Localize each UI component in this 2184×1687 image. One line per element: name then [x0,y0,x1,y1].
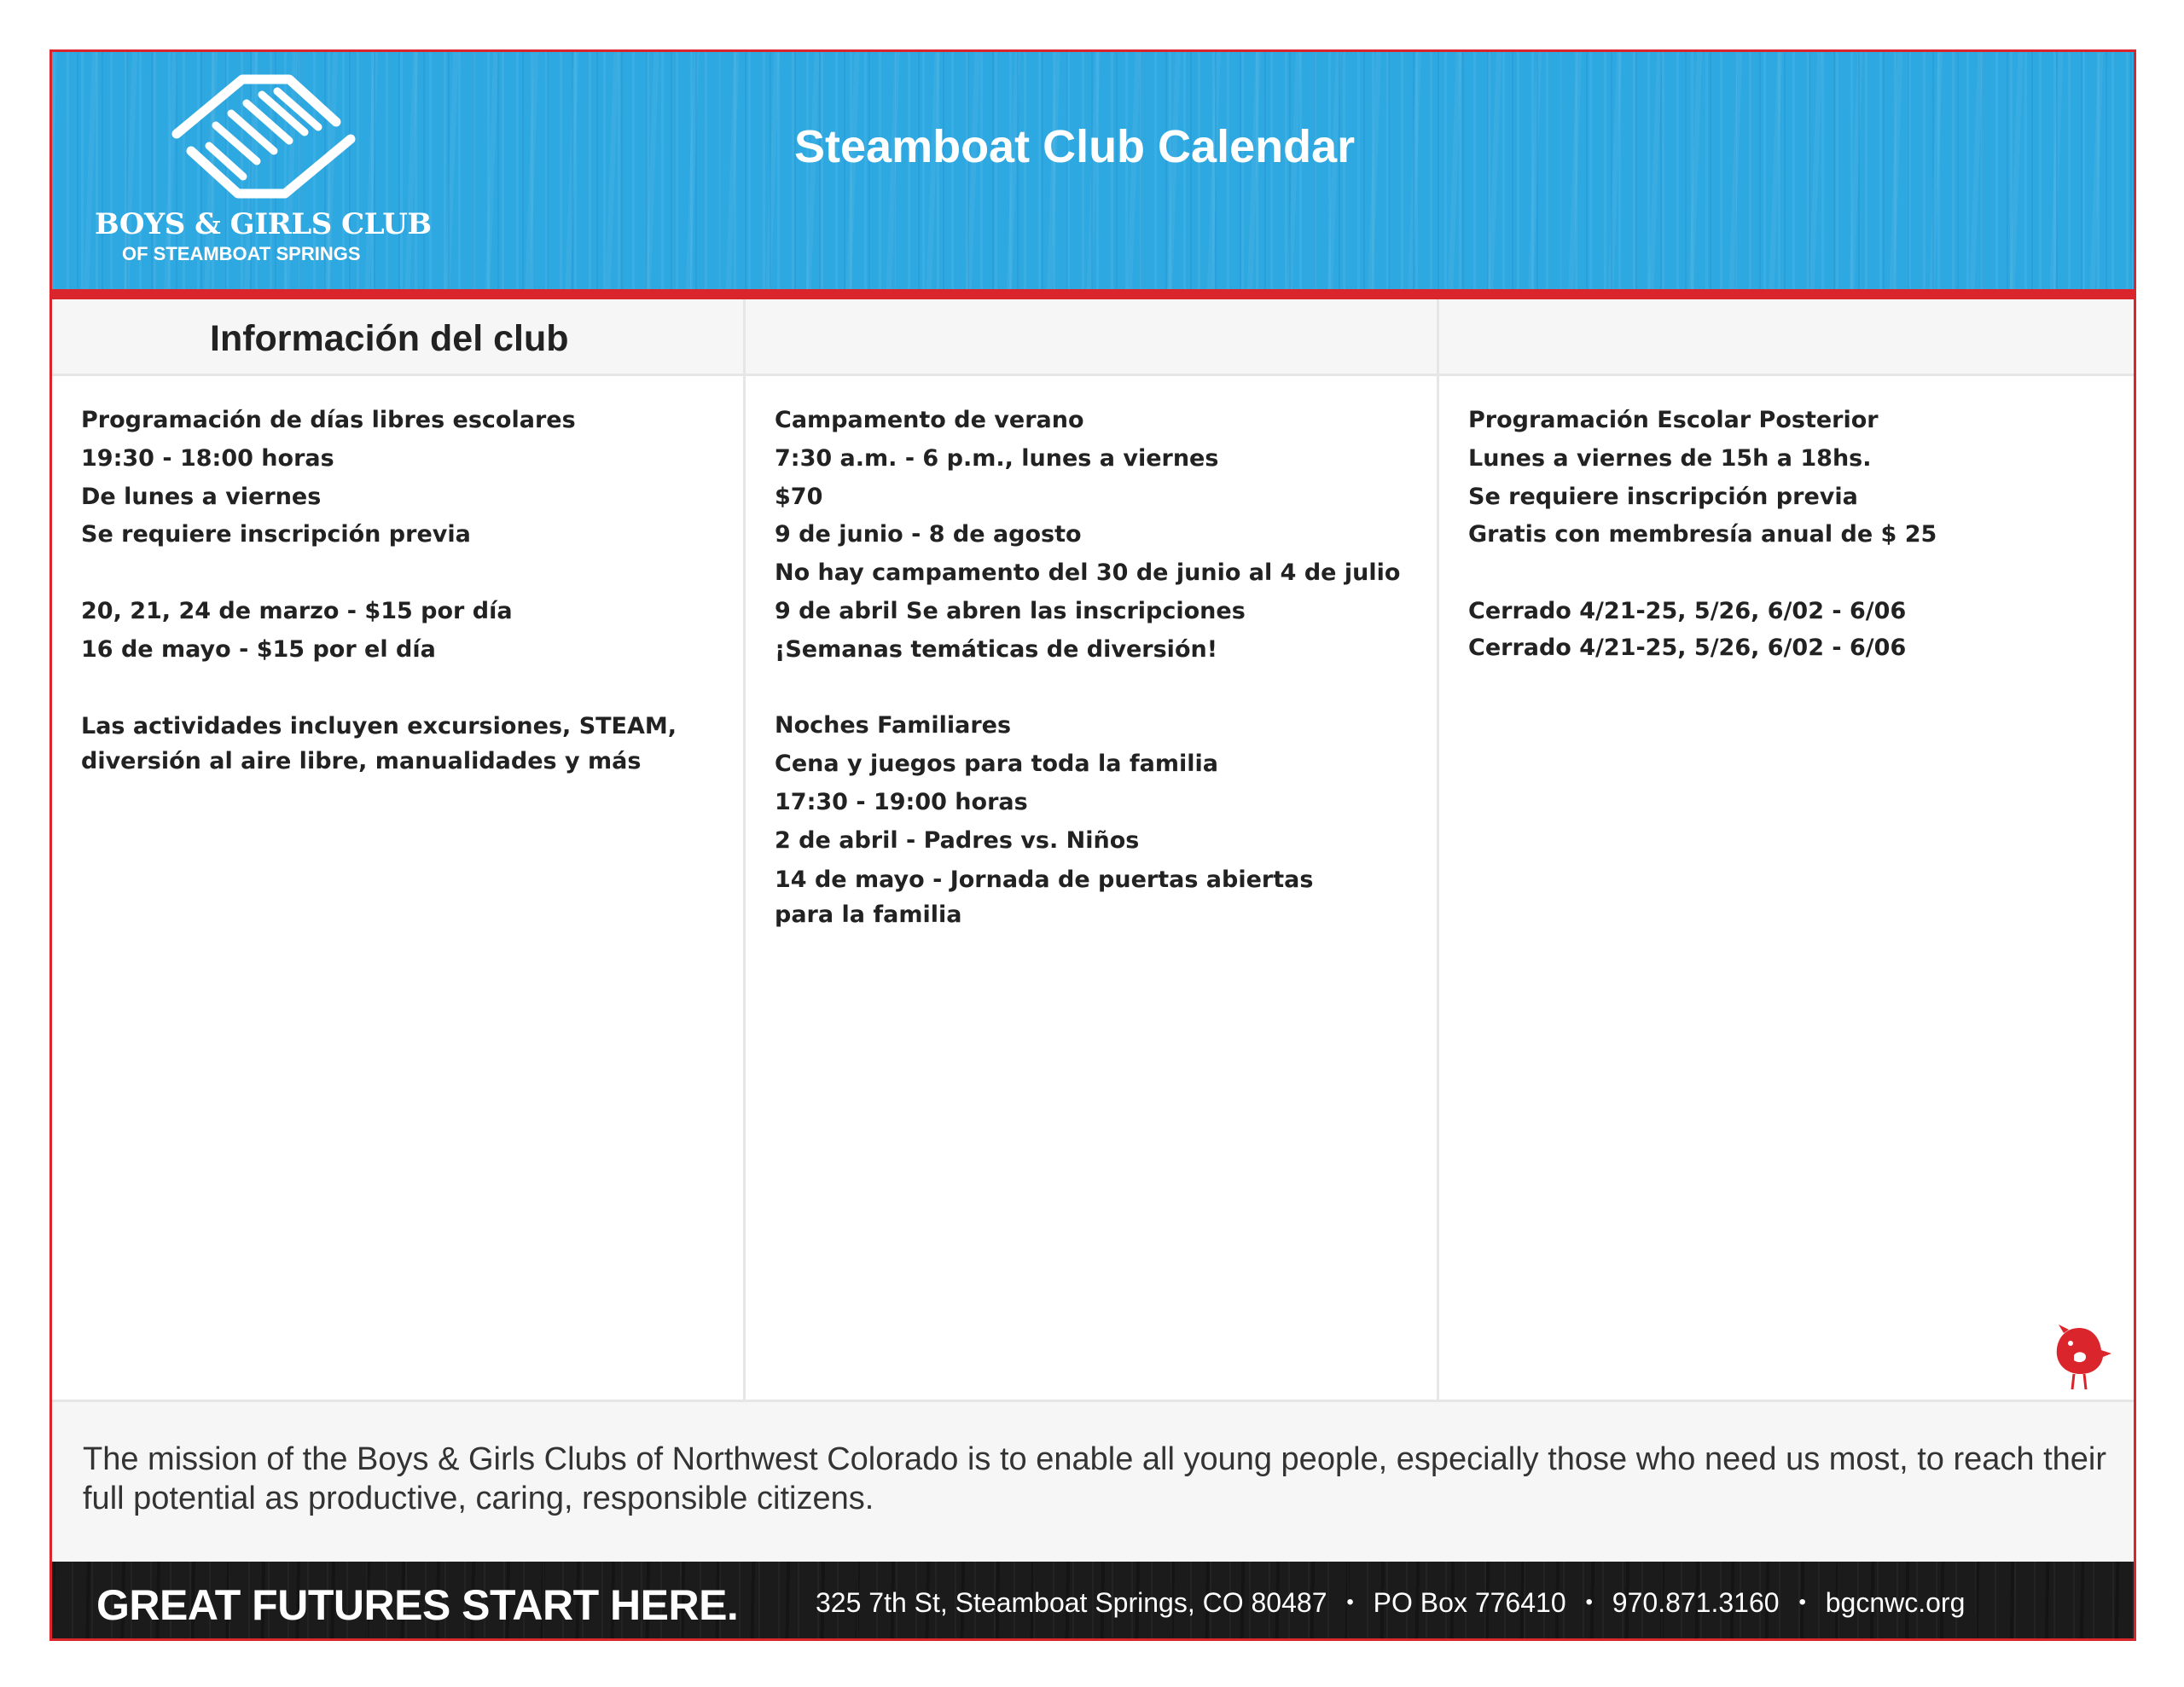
bullet-separator: • [1798,1591,1806,1614]
text-line: 2 de abril - Padres vs. Niños [775,826,1140,854]
column-header [52,299,743,376]
text-line: Cena y juegos para toda la familia [775,751,1218,778]
mission-text: The mission of the Boys & Girls Clubs of Northwest Colorado is to enable all young people, especially those who need us most, to reach their full potential as productive, caring, responsible citizens. [83,1441,2107,1516]
footer-phone: 970.871.3160 [1612,1587,1780,1618]
info-columns [52,299,2134,1400]
text-line: Lunes a viernes de 15h a 18hs. [1468,444,1872,472]
text-line: 16 de mayo - $15 por el día [81,635,436,663]
header-banner [52,52,2134,289]
text-line: Se requiere inscripción previa [81,521,471,548]
club-logo [95,72,436,277]
logo-wordmark: BOYS & GIRLS CLUB [95,207,432,241]
text-line: Las actividades incluyen excursiones, STEAM, diversión al aire libre, manualidades y más [81,713,677,775]
text-line: 20, 21, 24 de marzo - $15 por día [81,597,513,624]
text-line: Cerrado 4/21-25, 5/26, 6/02 - 6/06 [1468,597,1907,624]
text-line: Noches Familiares [775,712,1012,739]
spacer [775,670,1408,708]
text-line: $70 [775,483,823,510]
red-bird-icon [2045,1319,2113,1391]
column-summer-camp [746,299,1439,1400]
header-divider [52,289,2134,299]
section-heading: Información del club [210,318,569,359]
spacer [81,554,714,593]
text-line: 9 de abril Se abren las inscripciones [775,597,1246,624]
text-line: Cerrado 4/21-25, 5/26, 6/02 - 6/06 [1468,634,1907,661]
contact-info [816,1587,1965,1619]
text-line: Programación Escolar Posterior [1468,407,1879,433]
footer-website-link[interactable]: bgcnwc.org [1825,1587,1966,1618]
text-line: 14 de mayo - Jornada de puertas abiertas para la familia [775,866,1314,928]
bullet-separator: • [1346,1591,1354,1614]
text-line: No hay campamento del 30 de junio al 4 de julio [775,559,1401,587]
logo-subtitle: OF STEAMBOAT SPRINGS [122,243,361,264]
column-club-info [52,299,746,1400]
page-title: Steamboat Club Calendar [794,121,1356,172]
footer-tagline: GREAT FUTURES START HERE. [96,1581,739,1629]
joined-hands-logo-icon [161,72,366,200]
text-line: Programación de días libres escolares [81,407,576,433]
column-after-school [1439,299,2134,1400]
text-line: 9 de junio - 8 de agosto [775,521,1082,548]
text-line: ¡Semanas temáticas de diversión! [775,635,1218,663]
column-header [1439,299,2134,376]
text-line: De lunes a viernes [81,483,322,510]
column-header [746,299,1437,376]
text-line: Gratis con membresía anual de $ 25 [1468,521,1937,548]
text-line: Se requiere inscripción previa [1468,483,1858,510]
text-line: Campamento de verano [775,407,1084,433]
spacer [81,670,714,708]
column-body [746,376,1437,932]
spacer [1468,554,2105,593]
text-line: 19:30 - 18:00 horas [81,444,334,472]
calendar-page [49,49,2136,1641]
bullet-separator: • [1585,1591,1593,1614]
column-body [52,376,743,779]
footer-address: 325 7th St, Steamboat Springs, CO 80487 [816,1587,1327,1618]
column-body [1439,376,2134,665]
footer-po-box: PO Box 776410 [1373,1587,1566,1618]
text-line: 7:30 a.m. - 6 p.m., lunes a viernes [775,444,1219,472]
footer-bar [52,1562,2134,1641]
text-line: 17:30 - 19:00 horas [775,788,1028,815]
